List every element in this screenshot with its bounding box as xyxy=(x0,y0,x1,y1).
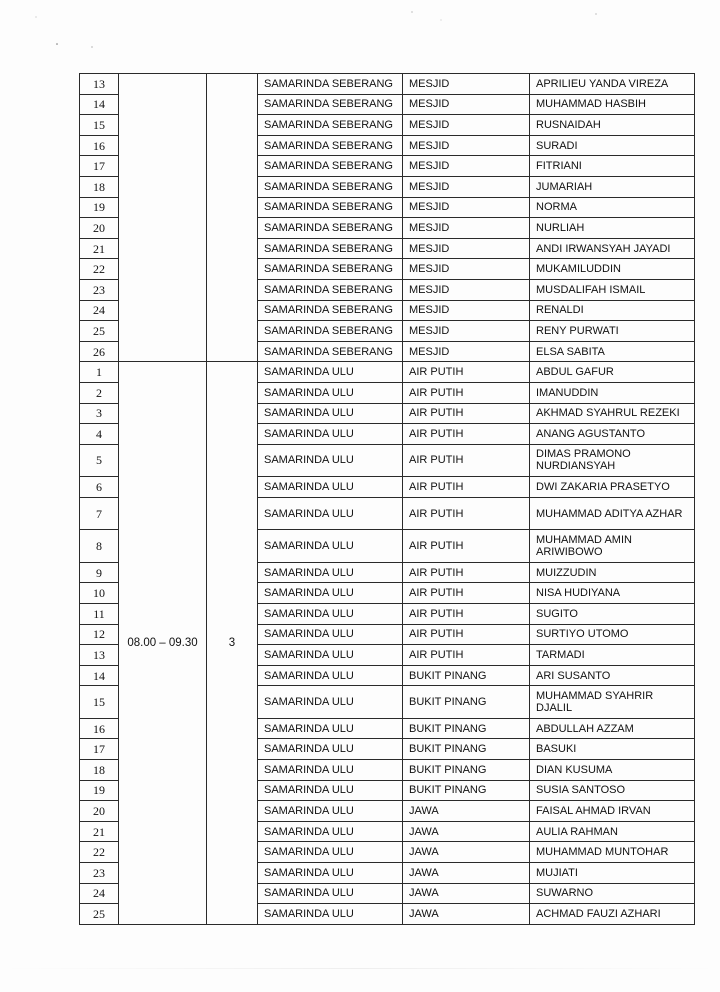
name-cell: DIMAS PRAMONO NURDIANSYAH xyxy=(530,444,695,477)
name-cell: AULIA RAHMAN xyxy=(530,821,695,842)
row-number-cell: 16 xyxy=(80,135,119,156)
kelurahan-cell: MESJID xyxy=(403,321,530,342)
session-cell xyxy=(207,94,258,115)
name-cell: ANANG AGUSTANTO xyxy=(530,424,695,445)
page-edge xyxy=(0,968,720,969)
row-number-cell: 15 xyxy=(80,686,119,719)
kecamatan-cell: SAMARINDA ULU xyxy=(258,842,403,863)
row-number-cell: 21 xyxy=(80,238,119,259)
row-number-cell: 22 xyxy=(80,259,119,280)
scan-specks xyxy=(0,0,720,60)
session-cell xyxy=(207,176,258,197)
time-cell xyxy=(119,279,207,300)
session-cell xyxy=(207,135,258,156)
row-number-cell: 2 xyxy=(80,382,119,403)
kecamatan-cell: SAMARINDA ULU xyxy=(258,603,403,624)
time-cell xyxy=(119,115,207,136)
row-number-cell: 25 xyxy=(80,904,119,925)
session-cell xyxy=(207,197,258,218)
kelurahan-cell: JAWA xyxy=(403,801,530,822)
time-cell xyxy=(119,341,207,362)
kelurahan-cell: MESJID xyxy=(403,74,530,95)
name-cell: NISA HUDIYANA xyxy=(530,583,695,604)
row-number-cell: 13 xyxy=(80,645,119,666)
kelurahan-cell: MESJID xyxy=(403,238,530,259)
kelurahan-cell: MESJID xyxy=(403,279,530,300)
kelurahan-cell: JAWA xyxy=(403,863,530,884)
kecamatan-cell: SAMARINDA ULU xyxy=(258,863,403,884)
name-cell: MUHAMMAD HASBIH xyxy=(530,94,695,115)
row-number-cell: 21 xyxy=(80,821,119,842)
kecamatan-cell: SAMARINDA ULU xyxy=(258,530,403,563)
table-row xyxy=(80,135,695,156)
table-row xyxy=(80,94,695,115)
kecamatan-cell: SAMARINDA ULU xyxy=(258,362,403,383)
name-cell: ABDUL GAFUR xyxy=(530,362,695,383)
session-cell xyxy=(207,321,258,342)
row-number-cell: 20 xyxy=(80,218,119,239)
kelurahan-cell: AIR PUTIH xyxy=(403,362,530,383)
row-number-cell: 4 xyxy=(80,424,119,445)
name-cell: SUWARNO xyxy=(530,883,695,904)
name-cell: SURTIYO UTOMO xyxy=(530,624,695,645)
table-row xyxy=(80,279,695,300)
kelurahan-cell: BUKIT PINANG xyxy=(403,665,530,686)
kecamatan-cell: SAMARINDA ULU xyxy=(258,624,403,645)
participant-table-body xyxy=(80,74,695,925)
name-cell: MUSDALIFAH ISMAIL xyxy=(530,279,695,300)
kecamatan-cell: SAMARINDA ULU xyxy=(258,801,403,822)
kecamatan-cell: SAMARINDA SEBERANG xyxy=(258,259,403,280)
name-cell: MUHAMMAD SYAHRIR DJALIL xyxy=(530,686,695,719)
kelurahan-cell: BUKIT PINANG xyxy=(403,780,530,801)
kecamatan-cell: SAMARINDA SEBERANG xyxy=(258,74,403,95)
row-number-cell: 17 xyxy=(80,156,119,177)
name-cell: ANDI IRWANSYAH JAYADI xyxy=(530,238,695,259)
table-row xyxy=(80,176,695,197)
name-cell: SURADI xyxy=(530,135,695,156)
name-cell: SUSIA SANTOSO xyxy=(530,780,695,801)
kelurahan-cell: JAWA xyxy=(403,821,530,842)
kelurahan-cell: JAWA xyxy=(403,842,530,863)
row-number-cell: 18 xyxy=(80,760,119,781)
kecamatan-cell: SAMARINDA ULU xyxy=(258,760,403,781)
kecamatan-cell: SAMARINDA SEBERANG xyxy=(258,279,403,300)
row-number-cell: 9 xyxy=(80,562,119,583)
kecamatan-cell: SAMARINDA SEBERANG xyxy=(258,341,403,362)
row-number-cell: 16 xyxy=(80,718,119,739)
kelurahan-cell: MESJID xyxy=(403,259,530,280)
row-number-cell: 22 xyxy=(80,842,119,863)
kecamatan-cell: SAMARINDA SEBERANG xyxy=(258,218,403,239)
kecamatan-cell: SAMARINDA ULU xyxy=(258,583,403,604)
participant-table xyxy=(79,73,695,925)
kecamatan-cell: SAMARINDA SEBERANG xyxy=(258,197,403,218)
name-cell: MUIZZUDIN xyxy=(530,562,695,583)
kecamatan-cell: SAMARINDA SEBERANG xyxy=(258,321,403,342)
kecamatan-cell: SAMARINDA ULU xyxy=(258,444,403,477)
kecamatan-cell: SAMARINDA SEBERANG xyxy=(258,300,403,321)
kelurahan-cell: MESJID xyxy=(403,341,530,362)
kelurahan-cell: AIR PUTIH xyxy=(403,562,530,583)
row-number-cell: 23 xyxy=(80,279,119,300)
table-row xyxy=(80,197,695,218)
kelurahan-cell: AIR PUTIH xyxy=(403,382,530,403)
row-number-cell: 18 xyxy=(80,176,119,197)
kecamatan-cell: SAMARINDA ULU xyxy=(258,665,403,686)
time-cell xyxy=(119,321,207,342)
kelurahan-cell: AIR PUTIH xyxy=(403,624,530,645)
session-cell xyxy=(207,115,258,136)
time-cell xyxy=(119,74,207,95)
kelurahan-cell: AIR PUTIH xyxy=(403,645,530,666)
name-cell: ACHMAD FAUZI AZHARI xyxy=(530,904,695,925)
table-row xyxy=(80,115,695,136)
kelurahan-cell: MESJID xyxy=(403,135,530,156)
session-cell xyxy=(207,341,258,362)
kelurahan-cell: AIR PUTIH xyxy=(403,444,530,477)
kecamatan-cell: SAMARINDA ULU xyxy=(258,562,403,583)
table-row xyxy=(80,300,695,321)
row-number-cell: 17 xyxy=(80,739,119,760)
kelurahan-cell: JAWA xyxy=(403,904,530,925)
kelurahan-cell: MESJID xyxy=(403,197,530,218)
time-cell xyxy=(119,135,207,156)
session-cell xyxy=(207,259,258,280)
row-number-cell: 8 xyxy=(80,530,119,563)
time-cell xyxy=(119,156,207,177)
kecamatan-cell: SAMARINDA ULU xyxy=(258,718,403,739)
row-number-cell: 13 xyxy=(80,74,119,95)
kelurahan-cell: BUKIT PINANG xyxy=(403,739,530,760)
time-cell xyxy=(119,300,207,321)
kelurahan-cell: AIR PUTIH xyxy=(403,530,530,563)
row-number-cell: 3 xyxy=(80,403,119,424)
kelurahan-cell: AIR PUTIH xyxy=(403,603,530,624)
row-number-cell: 14 xyxy=(80,665,119,686)
name-cell: MUHAMMAD ADITYA AZHAR xyxy=(530,497,695,530)
row-number-cell: 24 xyxy=(80,300,119,321)
table-row xyxy=(80,341,695,362)
name-cell: FAISAL AHMAD IRVAN xyxy=(530,801,695,822)
row-number-cell: 23 xyxy=(80,863,119,884)
session-cell xyxy=(207,156,258,177)
kelurahan-cell: AIR PUTIH xyxy=(403,477,530,498)
table-row xyxy=(80,156,695,177)
name-cell: BASUKI xyxy=(530,739,695,760)
name-cell: FITRIANI xyxy=(530,156,695,177)
name-cell: RENALDI xyxy=(530,300,695,321)
name-cell: MUHAMMAD AMIN ARIWIBOWO xyxy=(530,530,695,563)
name-cell: NURLIAH xyxy=(530,218,695,239)
kelurahan-cell: MESJID xyxy=(403,115,530,136)
kelurahan-cell: MESJID xyxy=(403,94,530,115)
kecamatan-cell: SAMARINDA ULU xyxy=(258,403,403,424)
kecamatan-cell: SAMARINDA ULU xyxy=(258,382,403,403)
name-cell: NORMA xyxy=(530,197,695,218)
row-number-cell: 25 xyxy=(80,321,119,342)
kecamatan-cell: SAMARINDA ULU xyxy=(258,686,403,719)
kecamatan-cell: SAMARINDA SEBERANG xyxy=(258,156,403,177)
name-cell: DWI ZAKARIA PRASETYO xyxy=(530,477,695,498)
session-cell xyxy=(207,279,258,300)
kecamatan-cell: SAMARINDA SEBERANG xyxy=(258,94,403,115)
time-cell: 08.00 – 09.30 xyxy=(119,362,207,924)
row-number-cell: 14 xyxy=(80,94,119,115)
name-cell: MUJIATI xyxy=(530,863,695,884)
kecamatan-cell: SAMARINDA SEBERANG xyxy=(258,176,403,197)
name-cell: ELSA SABITA xyxy=(530,341,695,362)
kecamatan-cell: SAMARINDA ULU xyxy=(258,424,403,445)
kecamatan-cell: SAMARINDA ULU xyxy=(258,739,403,760)
table-row xyxy=(80,321,695,342)
kecamatan-cell: SAMARINDA ULU xyxy=(258,645,403,666)
name-cell: ARI SUSANTO xyxy=(530,665,695,686)
name-cell: DIAN KUSUMA xyxy=(530,760,695,781)
kelurahan-cell: MESJID xyxy=(403,176,530,197)
table-row xyxy=(80,218,695,239)
kelurahan-cell: AIR PUTIH xyxy=(403,583,530,604)
kelurahan-cell: BUKIT PINANG xyxy=(403,760,530,781)
kelurahan-cell: BUKIT PINANG xyxy=(403,718,530,739)
kecamatan-cell: SAMARINDA ULU xyxy=(258,821,403,842)
table-row xyxy=(80,259,695,280)
name-cell: RUSNAIDAH xyxy=(530,115,695,136)
row-number-cell: 19 xyxy=(80,197,119,218)
row-number-cell: 24 xyxy=(80,883,119,904)
name-cell: MUHAMMAD MUNTOHAR xyxy=(530,842,695,863)
session-cell xyxy=(207,238,258,259)
name-cell: TARMADI xyxy=(530,645,695,666)
session-cell: 3 xyxy=(207,362,258,924)
time-cell xyxy=(119,94,207,115)
row-number-cell: 11 xyxy=(80,603,119,624)
row-number-cell: 1 xyxy=(80,362,119,383)
kecamatan-cell: SAMARINDA ULU xyxy=(258,883,403,904)
kecamatan-cell: SAMARINDA ULU xyxy=(258,780,403,801)
kelurahan-cell: MESJID xyxy=(403,218,530,239)
name-cell: RENY PURWATI xyxy=(530,321,695,342)
kecamatan-cell: SAMARINDA SEBERANG xyxy=(258,115,403,136)
name-cell: JUMARIAH xyxy=(530,176,695,197)
kelurahan-cell: AIR PUTIH xyxy=(403,497,530,530)
kecamatan-cell: SAMARINDA ULU xyxy=(258,497,403,530)
kelurahan-cell: BUKIT PINANG xyxy=(403,686,530,719)
session-cell xyxy=(207,300,258,321)
kecamatan-cell: SAMARINDA SEBERANG xyxy=(258,135,403,156)
time-cell xyxy=(119,197,207,218)
time-cell xyxy=(119,176,207,197)
row-number-cell: 12 xyxy=(80,624,119,645)
name-cell: ABDULLAH AZZAM xyxy=(530,718,695,739)
row-number-cell: 7 xyxy=(80,497,119,530)
name-cell: IMANUDDIN xyxy=(530,382,695,403)
name-cell: MUKAMILUDDIN xyxy=(530,259,695,280)
row-number-cell: 19 xyxy=(80,780,119,801)
kecamatan-cell: SAMARINDA ULU xyxy=(258,477,403,498)
name-cell: SUGITO xyxy=(530,603,695,624)
kelurahan-cell: MESJID xyxy=(403,300,530,321)
table-row xyxy=(80,74,695,95)
name-cell: APRILIEU YANDA VIREZA xyxy=(530,74,695,95)
kecamatan-cell: SAMARINDA ULU xyxy=(258,904,403,925)
row-number-cell: 20 xyxy=(80,801,119,822)
row-number-cell: 15 xyxy=(80,115,119,136)
name-cell: AKHMAD SYAHRUL REZEKI xyxy=(530,403,695,424)
session-cell xyxy=(207,218,258,239)
kelurahan-cell: JAWA xyxy=(403,883,530,904)
row-number-cell: 26 xyxy=(80,341,119,362)
time-cell xyxy=(119,238,207,259)
time-cell xyxy=(119,259,207,280)
time-cell xyxy=(119,218,207,239)
kelurahan-cell: AIR PUTIH xyxy=(403,424,530,445)
session-cell xyxy=(207,74,258,95)
table-row xyxy=(80,362,695,383)
kelurahan-cell: MESJID xyxy=(403,156,530,177)
row-number-cell: 5 xyxy=(80,444,119,477)
table-row xyxy=(80,238,695,259)
row-number-cell: 6 xyxy=(80,477,119,498)
kecamatan-cell: SAMARINDA SEBERANG xyxy=(258,238,403,259)
kelurahan-cell: AIR PUTIH xyxy=(403,403,530,424)
row-number-cell: 10 xyxy=(80,583,119,604)
